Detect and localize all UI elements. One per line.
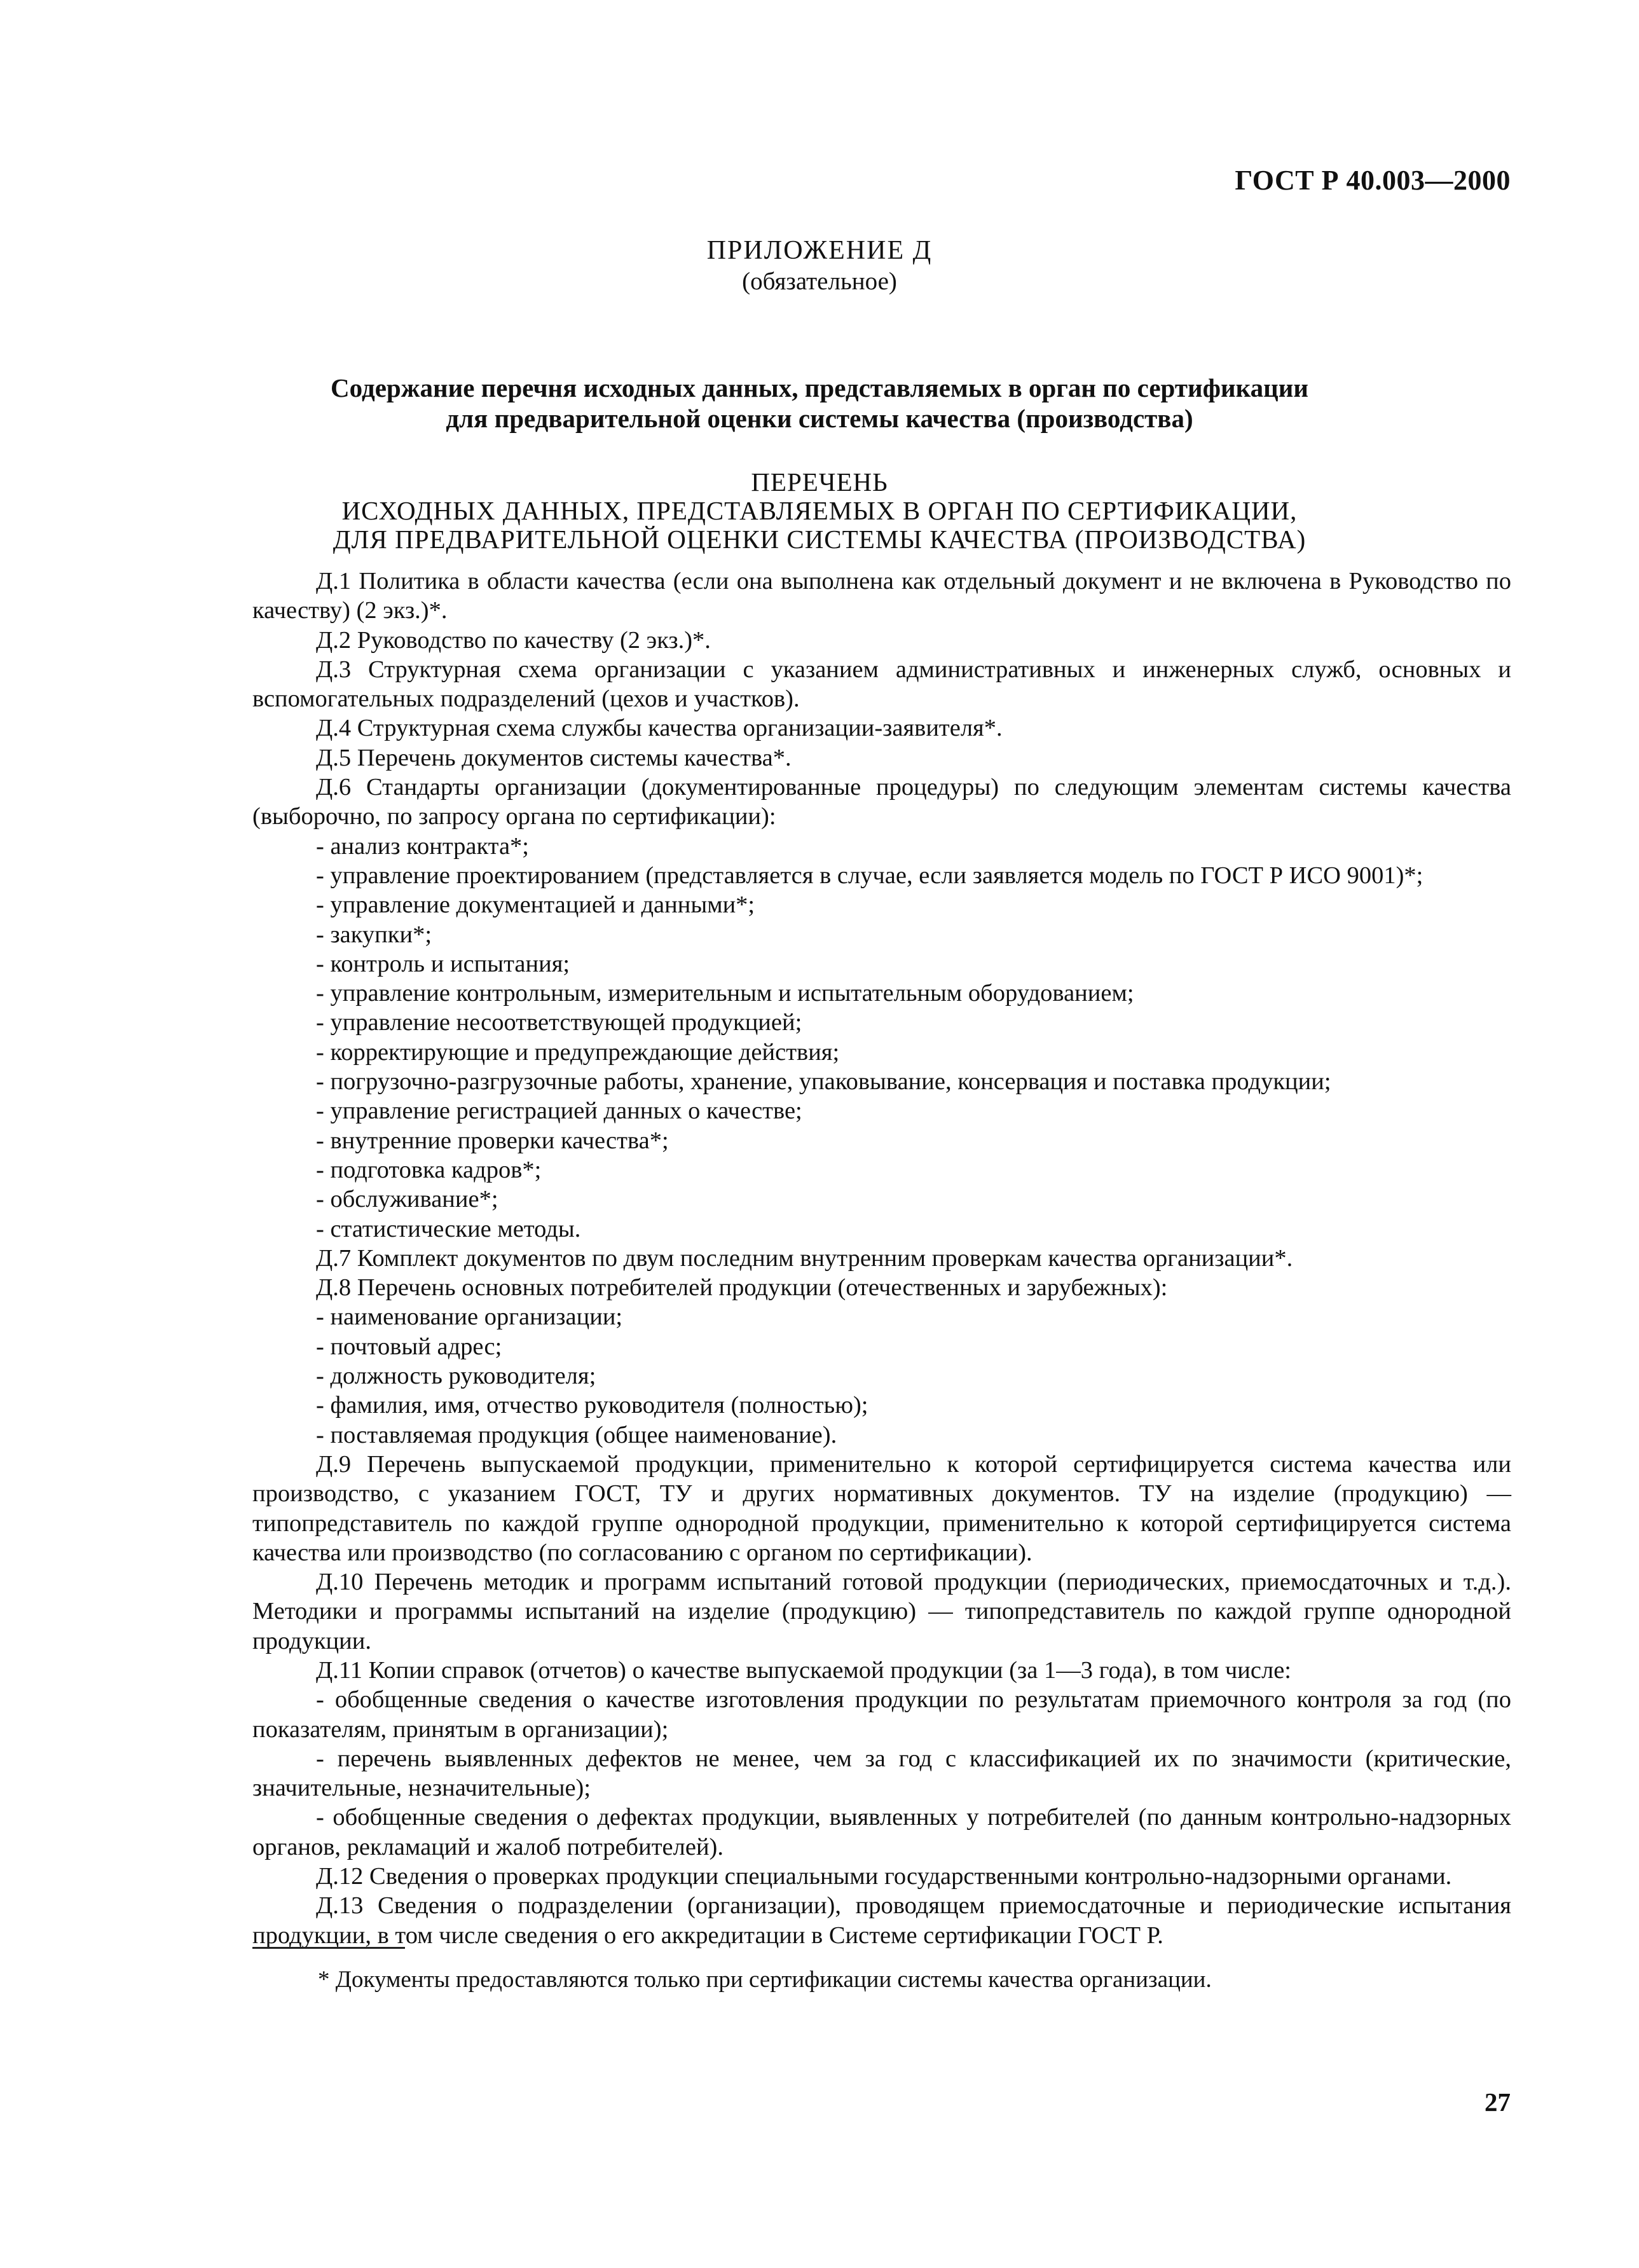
paragraph-d6: Д.6 Стандарты организации (документированные процедуры) по следующим элементам системы качества (выборочно, по запросу органа по сертификации):: [252, 774, 1511, 830]
paragraph-d7: Д.7 Комплект документов по двум последним внутренним проверкам качества организации*.: [316, 1244, 1293, 1272]
paragraph-d8: Д.8 Перечень основных потребителей продукции (отечественных и зарубежных):: [316, 1274, 1168, 1302]
list-item: - почтовый адрес;: [316, 1333, 502, 1360]
list-item: - статистические методы.: [316, 1215, 581, 1242]
list-item: - должность руководителя;: [316, 1363, 596, 1390]
list-title-line-3: ДЛЯ ПРЕДВАРИТЕЛЬНОЙ ОЦЕНКИ СИСТЕМЫ КАЧЕСТВА (ПРОИЗВОДСТВА): [333, 525, 1306, 554]
list-item: - подготовка кадров*;: [316, 1156, 542, 1183]
list-item: - обобщенные сведения о качестве изготовления продукции по результатам приемочного контроля за год (по показателям, принятым в организации);: [252, 1686, 1511, 1743]
list-title: [0, 468, 1639, 554]
paragraph-d10: Д.10 Перечень методик и программ испытаний готовой продукции (периодических, приемосдаточных и т.д.). Методики и программы испытаний на изделие (продукцию) — типопредставитель по каждой группе однородной продукции.: [252, 1569, 1511, 1654]
list-item: - управление контрольным, измерительным и испытательным оборудованием;: [316, 980, 1134, 1007]
annex-title: ПРИЛОЖЕНИЕ Д: [706, 236, 933, 265]
footnote-divider: [252, 1947, 405, 1949]
paragraph-d3: Д.3 Структурная схема организации с указанием административных и инженерных служб, основных и вспомогательных подразделений (цехов и участков).: [252, 656, 1511, 713]
paragraph-d5: Д.5 Перечень документов системы качества*.: [316, 744, 792, 771]
list-item: - фамилия, имя, отчество руководителя (полностью);: [316, 1392, 868, 1419]
list-item: - наименование организации;: [316, 1303, 623, 1331]
list-item: - обобщенные сведения о дефектах продукции, выявленных у потребителей (по данным контрольно-надзорных органов, рекламаций и жалоб потребителей).: [252, 1804, 1511, 1860]
footnote: * Документы предоставляются только при сертификации системы качества организации.: [318, 1967, 1212, 1993]
list-item: - обслуживание*;: [316, 1186, 498, 1213]
list-item: - контроль и испытания;: [316, 950, 570, 977]
page-number: 27: [1485, 2087, 1511, 2117]
list-item: - закупки*;: [316, 921, 432, 948]
paragraph-d12: Д.12 Сведения о проверках продукции специальными государственными контрольно-надзорными органами.: [316, 1863, 1452, 1890]
list-item: - анализ контракта*;: [316, 832, 529, 860]
list-title-line-2: ИСХОДНЫХ ДАННЫХ, ПРЕДСТАВЛЯЕМЫХ В ОРГАН ПО СЕРТИФИКАЦИИ,: [341, 496, 1298, 525]
list-item: - управление документацией и данными*;: [316, 891, 755, 919]
annex-status: (обязательное): [742, 268, 897, 295]
list-item: - поставляемая продукция (общее наименование).: [316, 1421, 837, 1448]
list-title-line-1: ПЕРЕЧЕНЬ: [751, 467, 888, 497]
list-item: - управление проектированием (представляется в случае, если заявляется модель по ГОСТ Р ИСО 9001)*;: [316, 862, 1423, 889]
section-heading: [0, 373, 1639, 434]
paragraph-d9: Д.9 Перечень выпускаемой продукции, применительно к которой сертифицируется система качества или производство, с указанием ГОСТ, ТУ и других нормативных документов. ТУ на изделие (продукцию) — типопредставитель по каждой группе однородной продукции, применительно к которой сертифицируется система качества или производство (по согласованию с органом по сертификации).: [252, 1450, 1511, 1566]
paragraph-d2: Д.2 Руководство по качеству (2 экз.)*.: [316, 626, 711, 654]
list-item: - корректирующие и предупреждающие действия;: [316, 1038, 840, 1066]
list-item: - внутренние проверки качества*;: [316, 1127, 669, 1154]
paragraph-d4: Д.4 Структурная схема службы качества организации-заявителя*.: [316, 715, 1003, 742]
paragraph-d13: Д.13 Сведения о подразделении (организации), проводящем приемосдаточные и периодические испытания продукции, в том числе сведения о его аккредитации в Системе сертификации ГОСТ Р.: [252, 1892, 1511, 1949]
paragraph-d1: Д.1 Политика в области качества (если она выполнена как отдельный документ и не включена в Руководство по качеству) (2 экз.)*.: [252, 568, 1511, 624]
list-item: - погрузочно-разгрузочные работы, хранение, упаковывание, консервация и поставка продукции;: [316, 1068, 1331, 1096]
document-body: [252, 567, 1511, 1950]
section-heading-line-1: Содержание перечня исходных данных, представляемых в орган по сертификации: [331, 373, 1308, 402]
paragraph-d11: Д.11 Копии справок (отчетов) о качестве выпускаемой продукции (за 1—3 года), в том числе:: [316, 1656, 1291, 1684]
list-item: - перечень выявленных дефектов не менее, чем за год с классификацией их по значимости (критические, значительные, незначительные);: [252, 1745, 1511, 1802]
standard-code: ГОСТ Р 40.003—2000: [1235, 165, 1511, 196]
section-heading-line-2: для предварительной оценки системы качества (производства): [446, 404, 1193, 433]
list-item: - управление регистрацией данных о качестве;: [316, 1097, 802, 1125]
list-item: - управление несоответствующей продукцией;: [316, 1009, 802, 1036]
